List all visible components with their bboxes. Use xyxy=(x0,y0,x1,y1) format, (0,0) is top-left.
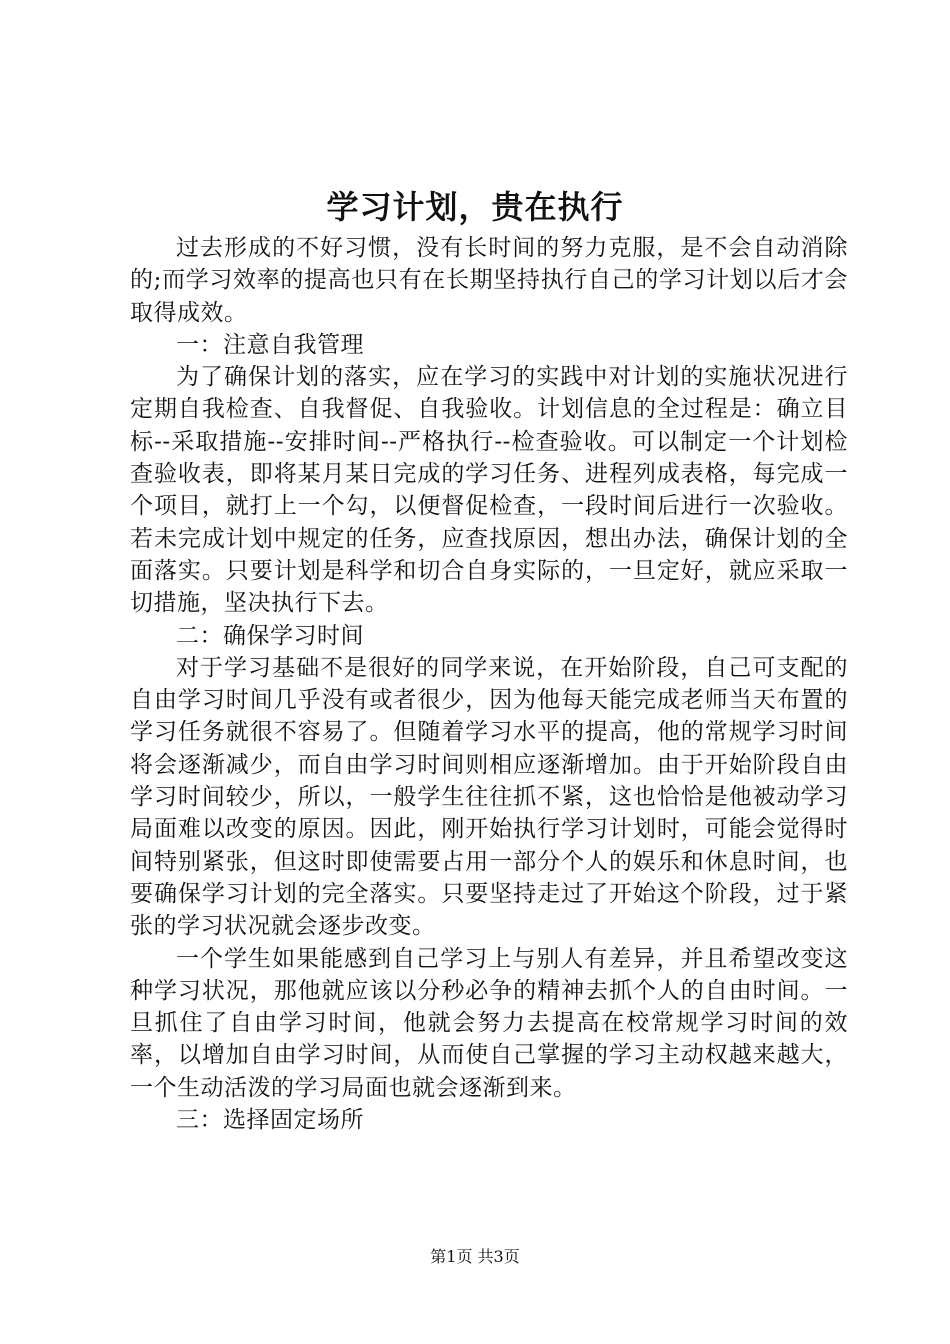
paragraph-free-time: 一个学生如果能感到自己学习上与别人有差异，并且希望改变这种学习状况，那他就应该以分秒必争的精神去抓个人的自由时间。一旦抓住了自由学习时间，他就会努力去提高在校常规学习时间的效率，以增加自由学习时间，从而使自己掌握的学习主动权越来越大，一个生动活泼的学习局面也就会逐渐到来。 xyxy=(130,945,848,1101)
paragraph-intro: 过去形成的不好习惯，没有长时间的努力克服，是不会自动消除的;而学习效率的提高也只有在长期坚持执行自己的学习计划以后才会取得成效。 xyxy=(130,235,848,326)
document-body xyxy=(130,232,848,1136)
paragraph-self-management: 为了确保计划的落实，应在学习的实践中对计划的实施状况进行定期自我检查、自我督促、自我验收。计划信息的全过程是：确立目标--采取措施--安排时间--严格执行--检查验收。可以制定一个计划检查验收表，即将某月某日完成的学习任务、进程列成表格，每完成一个项目，就打上一个勾，以便督促检查，一段时间后进行一次验收。若未完成计划中规定的任务，应查找原因，想出办法，确保计划的全面落实。只要计划是科学和切合自身实际的，一旦定好，就应采取一切措施，坚决执行下去。 xyxy=(130,364,848,617)
section-heading-study-time: 二：确保学习时间 xyxy=(176,622,364,649)
section-heading-self-management: 一：注意自我管理 xyxy=(176,331,364,358)
paragraph-study-time: 对于学习基础不是很好的同学来说，在开始阶段，自己可支配的自由学习时间几乎没有或者很少，因为他每天能完成老师当天布置的学习任务就很不容易了。但随着学习水平的提高，他的常规学习时间将会逐渐减少，而自由学习时间则相应逐渐增加。由于开始阶段自由学习时间较少，所以，一般学生往往抓不紧，这也恰恰是他被动学习局面难以改变的原因。因此，刚开始执行学习计划时，可能会觉得时间特别紧张，但这时即使需要占用一部分个人的娱乐和休息时间，也要确保学习计划的完全落实。只要坚持走过了开始这个阶段，过于紧张的学习状况就会逐步改变。 xyxy=(130,654,848,940)
document-title: 学习计划，贵在执行 xyxy=(326,188,624,226)
section-heading-fixed-place: 三：选择固定场所 xyxy=(176,1107,364,1134)
page-number-footer: 第1页 共3页 xyxy=(430,1247,520,1266)
